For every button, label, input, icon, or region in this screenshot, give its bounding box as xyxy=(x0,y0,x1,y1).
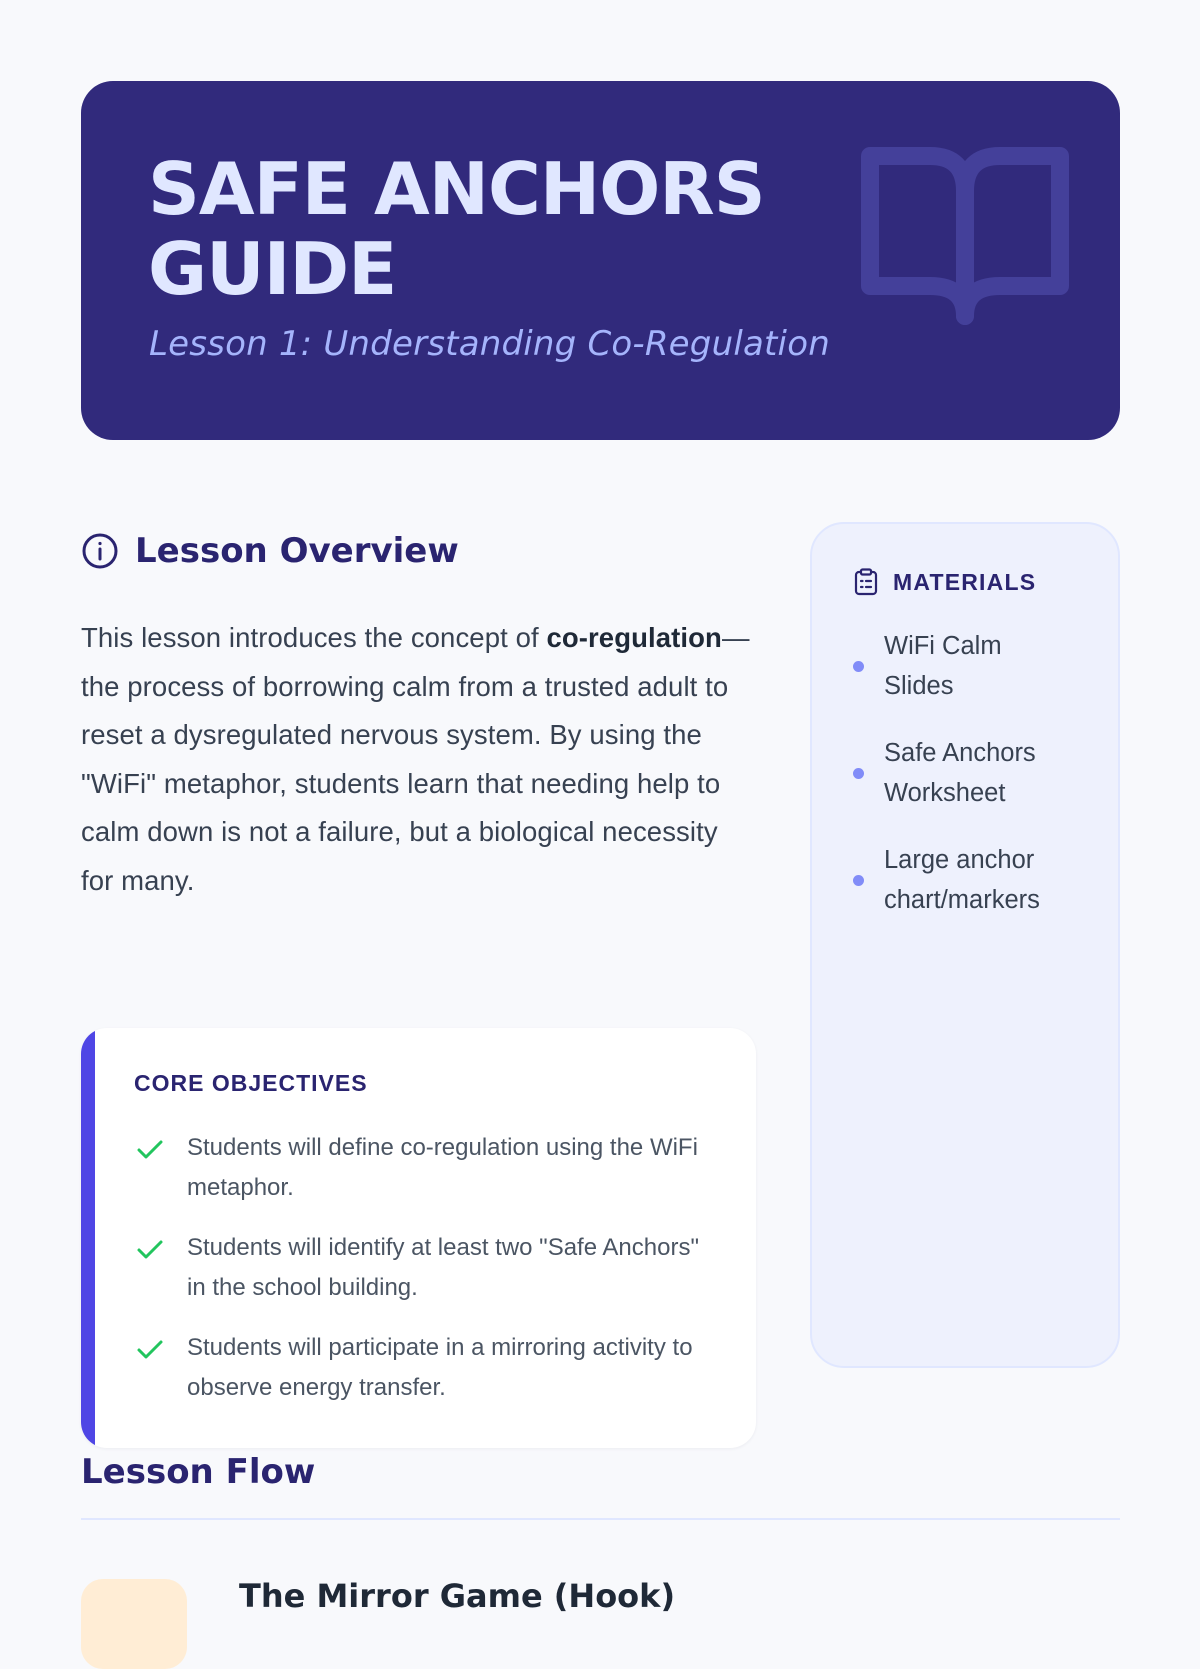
material-label: Large anchor chart/markers xyxy=(884,846,1040,914)
material-label: Safe Anchors Worksheet xyxy=(884,739,1036,807)
step-badge xyxy=(81,1579,187,1669)
objective-text: Students will participate in a mirroring activity to observe energy transfer. xyxy=(187,1334,693,1401)
check-icon xyxy=(134,1134,166,1166)
check-icon xyxy=(134,1334,166,1366)
bullet-dot-icon xyxy=(853,661,864,672)
flow-step xyxy=(81,1579,1120,1639)
lesson-flow-heading: Lesson Flow xyxy=(81,1452,316,1492)
lesson-overview-section xyxy=(81,522,756,905)
material-item xyxy=(853,840,1093,920)
section-divider xyxy=(81,1518,1120,1520)
materials-header xyxy=(853,568,1036,596)
material-label: WiFi Calm Slides xyxy=(884,632,1002,700)
check-icon xyxy=(134,1234,166,1266)
lesson-overview-label: Lesson Overview xyxy=(135,531,459,571)
overview-paragraph xyxy=(81,614,756,905)
page-subtitle: Lesson 1: Understanding Co-Regulation xyxy=(149,324,830,364)
page-title xyxy=(148,149,848,309)
core-objectives-title: CORE OBJECTIVES xyxy=(134,1070,368,1096)
lesson-overview-heading xyxy=(81,526,756,576)
bullet-dot-icon xyxy=(853,875,864,886)
info-circle-icon xyxy=(81,532,119,570)
objectives-list xyxy=(134,1128,724,1428)
title-line-1: SAFE ANCHORS xyxy=(148,147,765,231)
material-item xyxy=(853,626,1093,706)
material-item xyxy=(853,733,1093,813)
core-objectives-card xyxy=(81,1028,756,1448)
materials-title: MATERIALS xyxy=(893,568,1037,595)
title-line-2: GUIDE xyxy=(148,227,397,311)
main-content xyxy=(81,522,1120,1401)
objective-item xyxy=(134,1128,724,1208)
materials-card xyxy=(810,522,1120,1368)
book-open-icon xyxy=(860,146,1070,336)
lesson-guide-page xyxy=(81,81,1120,1615)
overview-text-after: —the process of borrowing calm from a trusted adult to reset a dysregulated nervous system. By using the "WiFi" metaphor, students learn that needing help to calm down is not a failure, but a biological necessity for many. xyxy=(81,622,750,896)
clipboard-icon xyxy=(853,568,879,596)
materials-list xyxy=(853,626,1093,947)
overview-key-term: co-regulation xyxy=(546,622,722,653)
bullet-dot-icon xyxy=(853,768,864,779)
overview-text-before: This lesson introduces the concept of xyxy=(81,622,547,653)
objective-item xyxy=(134,1228,724,1308)
objectives-accent-bar xyxy=(81,1028,95,1448)
flow-step-title: The Mirror Game (Hook) xyxy=(239,1577,676,1615)
lesson-flow-section xyxy=(81,1447,1120,1615)
objective-text: Students will define co-regulation using the WiFi metaphor. xyxy=(187,1134,698,1201)
hero-banner xyxy=(81,81,1120,440)
objective-item xyxy=(134,1328,724,1408)
objective-text: Students will identify at least two "Safe Anchors" in the school building. xyxy=(187,1234,699,1301)
